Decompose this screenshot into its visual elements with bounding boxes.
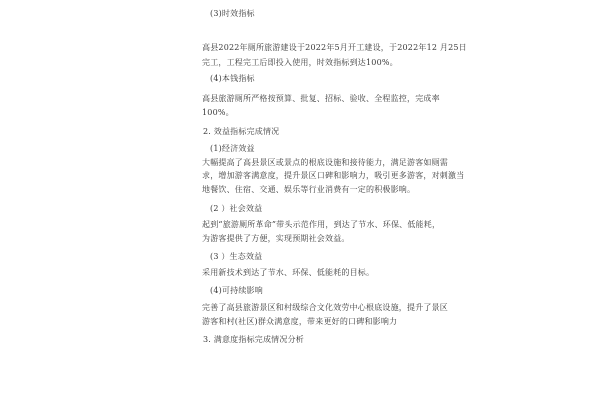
paragraph-line: 高县旅游厕所严格按预算、批复、招标、验收、全程监控，完成率 xyxy=(202,94,440,103)
paragraph-line: 求，增加游客满意度，提升景区口碑和影响力，吸引更多游客，对刺激当 xyxy=(202,171,465,180)
heading-cost-indicator: (4)本钱指标 xyxy=(210,74,255,83)
paragraph-line: 完工，工程完工后即投入使用，时效指标到达100%。 xyxy=(202,58,398,67)
heading-social-benefit: (2 ）社会效益 xyxy=(210,204,263,213)
paragraph-line: 起到“旅游厕所革命”带头示范作用，到达了节水、环保、低能耗， xyxy=(202,220,441,229)
paragraph-line: 100%。 xyxy=(202,108,234,117)
heading-timeliness-indicator: (3)时效指标 xyxy=(210,9,255,18)
heading-sustainable-impact: (4)可持续影响 xyxy=(210,286,263,295)
heading-economic-benefit: (1)经济效益 xyxy=(210,144,255,153)
section-heading-benefit: 2. 效益指标完成情况 xyxy=(203,127,280,136)
section-heading-satisfaction: 3. 满意度指标完成情况分析 xyxy=(203,335,304,344)
paragraph-line: 高县2022年厕所旅游建设于2022年5月开工建设，于2022年12 月25日 xyxy=(202,43,467,52)
paragraph-line: 大幅提高了高县景区或景点的根底设施和接待能力，满足游客如厕需 xyxy=(202,158,448,167)
paragraph-line: 为游客提供了方便，实现预期社会效益。 xyxy=(202,234,350,243)
paragraph-line: 游客和村(社区)群众满意度，带来更好的口碑和影响力 xyxy=(202,317,398,326)
paragraph-line: 地餐饮、住宿、交通、娱乐等行业消费有一定的积极影响。 xyxy=(202,185,416,194)
paragraph-line: 采用新技术到达了节水、环保、低能耗的目标。 xyxy=(202,268,375,277)
heading-ecological-benefit: (3 ）生态效益 xyxy=(210,252,263,261)
paragraph-line: 完善了高县旅游景区和村级综合文化效劳中心根底设施，提升了景区 xyxy=(202,303,448,312)
